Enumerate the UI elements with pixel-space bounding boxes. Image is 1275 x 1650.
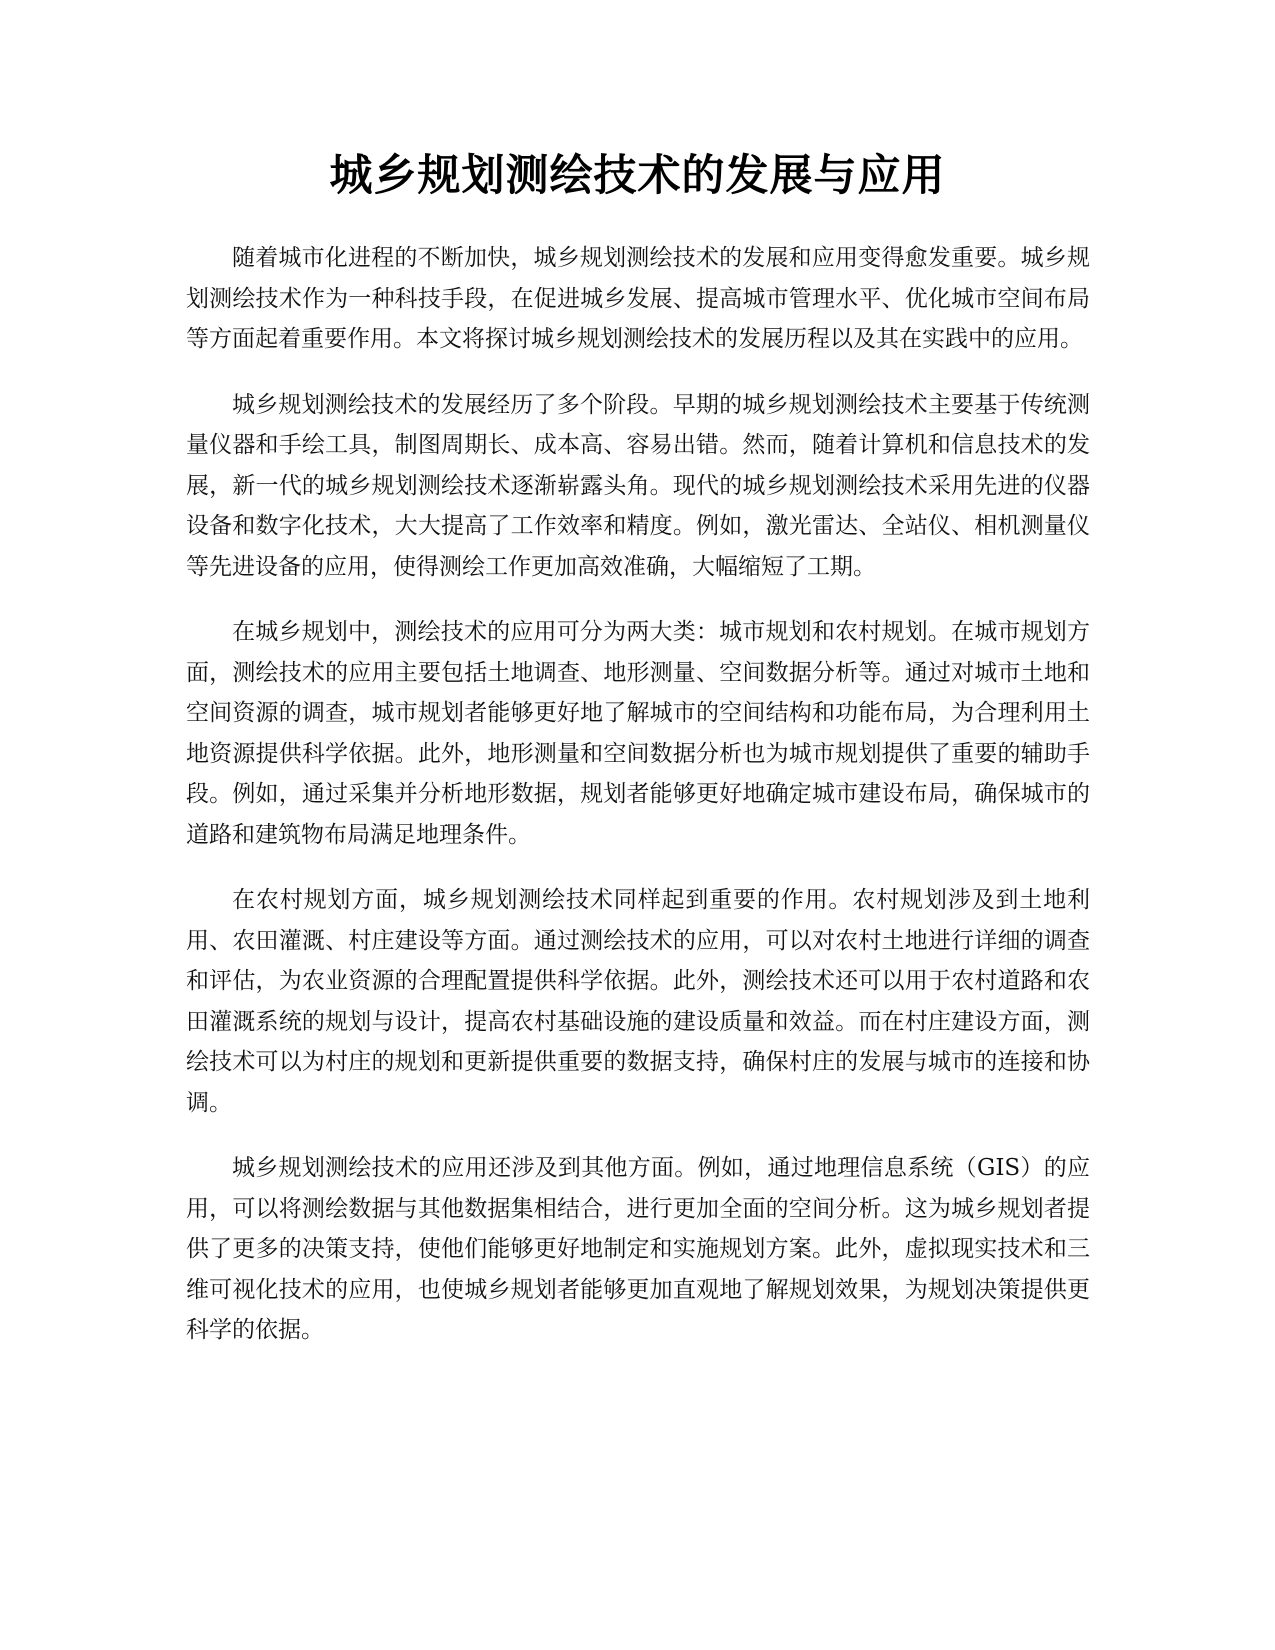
paragraph-5: 城乡规划测绘技术的应用还涉及到其他方面。例如，通过地理信息系统（GIS）的应用，可以将测绘数据与其他数据集相结合，进行更加全面的空间分析。这为城乡规划者提供了更多的决策支持，使他们能够更好地制定和实施规划方案。此外，虚拟现实技术和三维可视化技术的应用，也使城乡规划者能够更加直观地了解规划效果，为规划决策提供更科学的依据。 [186, 1155, 1090, 1343]
paragraph-2: 城乡规划测绘技术的发展经历了多个阶段。早期的城乡规划测绘技术主要基于传统测量仪器和手绘工具，制图周期长、成本高、容易出错。然而，随着计算机和信息技术的发展，新一代的城乡规划测绘技术逐渐崭露头角。现代的城乡规划测绘技术采用先进的仪器设备和数字化技术，大大提高了工作效率和精度。例如，激光雷达、全站仪、相机测量仪等先进设备的应用，使得测绘工作更加高效准确，大幅缩短了工期。 [186, 391, 1090, 580]
paragraph-1: 随着城市化进程的不断加快，城乡规划测绘技术的发展和应用变得愈发重要。城乡规划测绘技术作为一种科技手段，在促进城乡发展、提高城市管理水平、优化城市空间布局等方面起着重要作用。本文将探讨城乡规划测绘技术的发展历程以及其在实践中的应用。 [186, 245, 1090, 352]
page-title: 城乡规划测绘技术的发展与应用 [329, 151, 946, 201]
paragraph-3: 在城乡规划中，测绘技术的应用可分为两大类：城市规划和农村规划。在城市规划方面，测绘技术的应用主要包括土地调查、地形测量、空间数据分析等。通过对城市土地和空间资源的调查，城市规划者能够更好地了解城市的空间结构和功能布局，为合理利用土地资源提供科学依据。此外，地形测量和空间数据分析也为城市规划提供了重要的辅助手段。例如，通过采集并分析地形数据，规划者能够更好地确定城市建设布局，确保城市的道路和建筑物布局满足地理条件。 [186, 619, 1090, 848]
document-body [186, 238, 1090, 1376]
paragraph-4: 在农村规划方面，城乡规划测绘技术同样起到重要的作用。农村规划涉及到土地利用、农田灌溉、村庄建设等方面。通过测绘技术的应用，可以对农村土地进行详细的调查和评估，为农业资源的合理配置提供科学依据。此外，测绘技术还可以用于农村道路和农田灌溉系统的规划与设计，提高农村基础设施的建设质量和效益。而在村庄建设方面，测绘技术可以为村庄的规划和更新提供重要的数据支持，确保村庄的发展与城市的连接和协调。 [186, 887, 1090, 1116]
